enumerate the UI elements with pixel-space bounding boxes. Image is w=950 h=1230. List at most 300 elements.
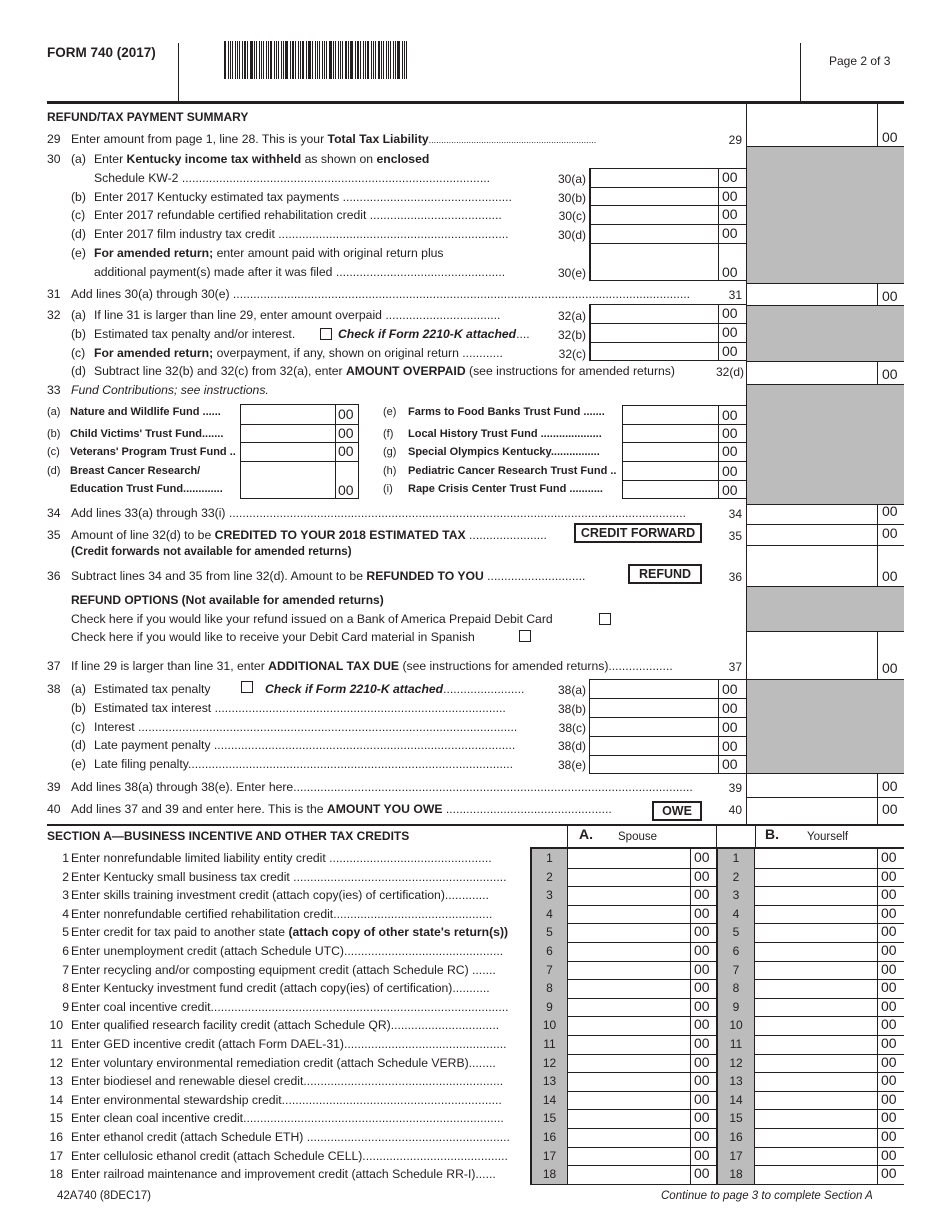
section-a-line-label xyxy=(71,870,527,884)
section-a-yourself-amount-input[interactable] xyxy=(756,943,876,960)
line-38b-cents: 00 xyxy=(722,700,738,716)
barcode-bar xyxy=(348,41,349,79)
cents-divider xyxy=(718,405,719,499)
line-34-label: Add lines 33(a) through 33(i) ....................................................................................................................................... xyxy=(71,506,686,520)
section-a-col-b-line-ref: 11 xyxy=(716,1035,755,1054)
section-a-col-b-line-ref: 5 xyxy=(716,923,755,942)
barcode-bar xyxy=(388,41,389,79)
section-a-yourself-cents: 00 xyxy=(881,961,897,977)
section-a-yourself-cents: 00 xyxy=(881,1128,897,1144)
page-indicator: Page 2 of 3 xyxy=(829,54,891,68)
section-a-line-label xyxy=(71,888,527,902)
section-a-yourself-cents: 00 xyxy=(881,1035,897,1051)
barcode-bar xyxy=(322,41,323,79)
fund-e-cents: 00 xyxy=(722,407,738,423)
section-a-spouse-cents: 00 xyxy=(694,1016,710,1032)
line-38e-label: Late filing penalty................................................................................................ xyxy=(94,757,514,771)
line-37-amount-input[interactable] xyxy=(748,633,875,677)
barcode-bar xyxy=(256,41,257,79)
section-a-spouse-amount-input[interactable] xyxy=(569,906,689,922)
section-a-spouse-cents: 00 xyxy=(694,1035,710,1051)
fund-e-amount-input[interactable] xyxy=(624,406,717,423)
refund-options-heading: REFUND OPTIONS (Not available for amended returns) xyxy=(71,593,384,607)
line-30a-ref: 30(a) xyxy=(557,172,586,186)
section-a-line-label xyxy=(71,1093,527,1107)
line-30b-label: Enter 2017 Kentucky estimated tax payments .................................................. xyxy=(94,190,512,204)
section-a-spouse-amount-input[interactable] xyxy=(569,850,689,867)
line-38e-letter: (e) xyxy=(71,757,86,771)
fund-b-amount-input[interactable] xyxy=(242,425,334,441)
shaded-area xyxy=(747,679,904,773)
barcode-bar xyxy=(333,41,334,79)
line-30b-ref: 30(b) xyxy=(557,191,586,205)
fund-d-amount-input[interactable] xyxy=(242,462,334,498)
line-31-amount-input[interactable] xyxy=(748,285,875,303)
line-29-number: 29 xyxy=(47,132,61,146)
fund-f-label: Local History Trust Fund .................... xyxy=(408,428,602,440)
line-30-number: 30 xyxy=(47,152,61,166)
text: Amount of line 32(d) to be xyxy=(71,528,215,542)
fund-c-amount-input[interactable] xyxy=(242,443,334,460)
line-29-cents: 00 xyxy=(882,129,898,145)
fund-h-letter: (h) xyxy=(383,465,397,477)
barcode xyxy=(224,41,436,79)
section-a-yourself-amount-input[interactable] xyxy=(756,887,876,904)
line-37-cents: 00 xyxy=(882,660,898,676)
section-a-col-b-line-ref: 6 xyxy=(716,942,755,961)
barcode-bar xyxy=(367,41,369,79)
col-b-letter: B. xyxy=(765,826,779,842)
cents-divider xyxy=(877,631,878,679)
barcode-bar xyxy=(373,41,374,79)
barcode-bar xyxy=(259,41,260,79)
barcode-bar xyxy=(244,41,246,79)
section-a-yourself-cents: 00 xyxy=(881,1054,897,1070)
text: (see instructions for amended returns) xyxy=(465,364,675,378)
line-37-number: 37 xyxy=(47,659,61,673)
section-a-col-a-line-ref: 8 xyxy=(530,979,568,998)
section-a-yourself-amount-input[interactable] xyxy=(756,962,876,978)
line-30e-label-2: additional payment(s) made after it was filed .................................................. xyxy=(94,265,506,279)
form-2210k-checkbox-32b[interactable] xyxy=(320,328,332,340)
barcode-bar xyxy=(276,41,277,79)
section-a-spouse-amount-input[interactable] xyxy=(569,1129,689,1146)
line-32c-label xyxy=(94,346,503,360)
section-a-col-a-line-ref: 13 xyxy=(530,1072,568,1091)
fund-e-label: Farms to Food Banks Trust Fund ....... xyxy=(408,406,605,418)
section-a-spouse-amount-input[interactable] xyxy=(569,1036,689,1053)
fund-c-letter: (c) xyxy=(47,446,60,458)
leader-dots: ....................... xyxy=(465,528,547,542)
line-34-cents: 00 xyxy=(882,503,898,519)
line-39-number: 39 xyxy=(47,780,61,794)
section-a-col-a-line-ref: 7 xyxy=(530,961,568,979)
line-30a-letter: (a) xyxy=(71,152,86,166)
fund-i-label: Rape Crisis Center Trust Fund ........... xyxy=(408,483,603,495)
text: Enter unemployment credit (attach Schedule UTC)............................................... xyxy=(71,944,504,958)
barcode-bar xyxy=(365,41,366,79)
line-38d-cents: 00 xyxy=(722,738,738,754)
barcode-bar xyxy=(302,41,304,79)
line-38e-ref: 38(e) xyxy=(557,758,586,772)
shaded-area xyxy=(747,384,904,504)
line-39-amount-input[interactable] xyxy=(748,775,875,795)
fund-d-cents: 00 xyxy=(338,482,354,498)
section-a-col-b-line-ref: 9 xyxy=(716,998,755,1016)
fund-g-label: Special Olympics Kentucky................ xyxy=(408,446,600,458)
section-a-yourself-amount-input[interactable] xyxy=(756,1092,876,1108)
rule xyxy=(530,1184,904,1185)
continue-note: Continue to page 3 to complete Section A xyxy=(661,1190,873,1202)
text: Enter skills training investment credit (attach copy(ies) of certification)............. xyxy=(71,888,489,902)
text: Enter Kentucky investment fund credit (attach copy(ies) of certification)........... xyxy=(71,981,490,995)
line-32b-letter: (b) xyxy=(71,327,86,341)
section-a-col-a-line-ref: 10 xyxy=(530,1016,568,1035)
barcode-bar xyxy=(397,41,400,79)
section-a-line-label xyxy=(71,1000,527,1014)
owe-tag: OWE xyxy=(652,801,702,821)
line-32d-letter: (d) xyxy=(71,364,86,378)
barcode-bar xyxy=(230,41,231,79)
line-30e-letter: (e) xyxy=(71,246,86,260)
line-39-ref: 39 xyxy=(728,781,742,795)
line-40-ref: 40 xyxy=(728,803,742,817)
spanish-material-checkbox[interactable] xyxy=(519,630,531,642)
line-32d-ref: 32(d) xyxy=(715,365,744,379)
section-a-spouse-amount-input[interactable] xyxy=(569,887,689,904)
line-32-number: 32 xyxy=(47,308,61,322)
fund-g-amount-input[interactable] xyxy=(624,443,717,460)
line-38b-letter: (b) xyxy=(71,701,86,715)
line-32d-label xyxy=(94,364,675,378)
leader-dots: ........................ xyxy=(443,682,525,696)
section-a-line-label xyxy=(71,1149,527,1163)
barcode-bar xyxy=(247,41,248,79)
section-a-line-label xyxy=(71,963,527,977)
line-31-cents: 00 xyxy=(882,288,898,304)
fund-d-label: Breast Cancer Research/ xyxy=(70,465,201,477)
fund-e-letter: (e) xyxy=(383,406,397,418)
line-30e-label xyxy=(94,246,444,260)
section-a-spouse-cents: 00 xyxy=(694,1072,710,1088)
line-36-amount-input[interactable] xyxy=(748,547,875,584)
line-38c-label: Interest ................................................................................................................ xyxy=(94,720,518,734)
line-30d-cents: 00 xyxy=(722,225,738,241)
barcode-bar xyxy=(228,41,229,79)
section-a-heading: SECTION A—BUSINESS INCENTIVE AND OTHER TAX CREDITS xyxy=(47,829,410,843)
section-a-col-a-line-ref: 18 xyxy=(530,1165,568,1184)
form-2210k-checkbox-38a[interactable] xyxy=(241,681,253,693)
line-30d-letter: (d) xyxy=(71,227,86,241)
section-a-line-label xyxy=(71,1018,527,1032)
fund-b-letter: (b) xyxy=(47,428,61,440)
shaded-area xyxy=(747,305,904,361)
line-33-number: 33 xyxy=(47,383,61,397)
text: Enter clean coal incentive credit............................................................................. xyxy=(71,1111,504,1125)
section-a-line-number: 11 xyxy=(50,1037,63,1051)
section-a-yourself-amount-input[interactable] xyxy=(756,1055,876,1071)
barcode-bar xyxy=(342,41,343,79)
line-38c-cents: 00 xyxy=(722,719,738,735)
line-38d-letter: (d) xyxy=(71,738,86,752)
line-38a-check-label xyxy=(265,682,524,696)
section-a-line-label xyxy=(71,1074,527,1088)
section-a-col-b-line-ref: 2 xyxy=(716,868,755,886)
rule xyxy=(746,679,904,680)
fund-h-amount-input[interactable] xyxy=(624,462,717,479)
text: Subtract line 32(b) and 32(c) from 32(a), enter xyxy=(94,364,346,378)
line-31-ref: 31 xyxy=(728,288,742,302)
text: AMOUNT YOU OWE xyxy=(326,802,443,816)
section-a-col-b-line-ref: 13 xyxy=(716,1072,755,1091)
section-a-spouse-amount-input[interactable] xyxy=(569,924,689,941)
section-a-spouse-amount-input[interactable] xyxy=(569,1110,689,1127)
fund-d-label-2: Education Trust Fund............. xyxy=(70,483,223,495)
fund-a-letter: (a) xyxy=(47,406,61,418)
line-30c-amount-input[interactable] xyxy=(592,206,717,223)
line-39-label: Add lines 38(a) through 38(e). Enter here...................................................................................................................... xyxy=(71,780,693,794)
barcode-bar xyxy=(290,41,291,79)
barcode-bar xyxy=(270,41,272,79)
refund-option-prepaid-card-label: Check here if you would like your refund issued on a Bank of America Prepaid Debit Card xyxy=(71,612,553,626)
fund-a-cents: 00 xyxy=(338,406,354,422)
line-35-amount-input[interactable] xyxy=(748,526,875,543)
fund-a-amount-input[interactable] xyxy=(242,405,334,423)
section-a-col-a-line-ref: 16 xyxy=(530,1128,568,1147)
barcode-bar xyxy=(390,41,391,79)
line-38d-amount-input[interactable] xyxy=(591,737,717,754)
section-a-spouse-cents: 00 xyxy=(694,1165,710,1181)
line-34-amount-input[interactable] xyxy=(748,506,875,522)
line-40-label xyxy=(71,802,612,816)
section-a-spouse-amount-input[interactable] xyxy=(569,869,689,885)
refund-option-spanish-label: Check here if you would like to receive your Debit Card material in Spanish xyxy=(71,630,475,644)
rule xyxy=(746,773,904,774)
section-a-col-a-line-ref: 11 xyxy=(530,1035,568,1054)
barcode-bar xyxy=(308,41,311,79)
section-a-spouse-cents: 00 xyxy=(694,1091,710,1107)
line-34-number: 34 xyxy=(47,506,61,520)
section-a-yourself-amount-input[interactable] xyxy=(756,999,876,1015)
text: Check if Form 2210-K attached xyxy=(265,682,444,696)
section-a-spouse-amount-input[interactable] xyxy=(569,1092,689,1108)
barcode-bar xyxy=(312,41,313,79)
barcode-bar xyxy=(224,41,226,79)
cents-divider xyxy=(877,361,878,384)
col-a-label: Spouse xyxy=(618,831,658,843)
section-a-yourself-amount-input[interactable] xyxy=(756,850,876,867)
barcode-bar xyxy=(329,41,332,79)
fund-f-letter: (f) xyxy=(383,428,394,440)
section-a-spouse-amount-input[interactable] xyxy=(569,1055,689,1071)
fund-a-label: Nature and Wildlife Fund ...... xyxy=(70,406,221,418)
line-40-number: 40 xyxy=(47,802,61,816)
line-30a-label xyxy=(94,152,429,166)
barcode-bar xyxy=(261,41,262,79)
line-32a-amount-input[interactable] xyxy=(592,305,717,322)
barcode-bar xyxy=(375,41,376,79)
section-a-yourself-amount-input[interactable] xyxy=(756,1110,876,1127)
line-32b-amount-input[interactable] xyxy=(592,324,717,341)
section-a-yourself-amount-input[interactable] xyxy=(756,1017,876,1034)
line-32b-label: Estimated tax penalty and/or interest. xyxy=(94,327,296,341)
barcode-bar xyxy=(250,41,253,79)
cents-divider xyxy=(877,504,878,586)
section-a-yourself-cents: 00 xyxy=(881,1016,897,1032)
line-30e-ref: 30(e) xyxy=(557,266,586,280)
section-a-spouse-amount-input[interactable] xyxy=(569,1017,689,1034)
line-32c-amount-input[interactable] xyxy=(592,343,717,360)
section-a-line-number: 2 xyxy=(62,870,69,884)
leader-dots: ............................. xyxy=(483,569,586,583)
section-a-yourself-cents: 00 xyxy=(881,1165,897,1181)
barcode-bar xyxy=(406,41,407,79)
barcode-bar xyxy=(315,41,316,79)
line-30b-amount-input[interactable] xyxy=(592,188,717,204)
text: For amended return; xyxy=(94,346,214,360)
line-34-ref: 34 xyxy=(728,507,742,521)
barcode-bar xyxy=(338,41,339,79)
fund-f-amount-input[interactable] xyxy=(624,425,717,441)
text: CREDITED TO YOUR 2018 ESTIMATED TAX xyxy=(214,528,466,542)
section-a-col-a-line-ref: 1 xyxy=(530,849,568,868)
text: Enter nonrefundable limited liability entity credit ................................................ xyxy=(71,851,492,865)
section-a-spouse-amount-input[interactable] xyxy=(569,1148,689,1164)
section-a-yourself-amount-input[interactable] xyxy=(756,924,876,941)
barcode-bar xyxy=(237,41,238,79)
barcode-bar xyxy=(254,41,255,79)
line-30e-amount-input[interactable] xyxy=(592,244,717,280)
text: Enter biodiesel and renewable diesel credit........................................................... xyxy=(71,1074,504,1088)
section-a-yourself-amount-input[interactable] xyxy=(756,1073,876,1090)
section-a-spouse-cents: 00 xyxy=(694,886,710,902)
section-a-line-label xyxy=(71,907,527,921)
section-a-col-a-line-ref: 17 xyxy=(530,1147,568,1165)
section-a-col-b-line-ref: 3 xyxy=(716,886,755,905)
text: (see instructions for amended returns)................... xyxy=(399,659,673,673)
line-30c-cents: 00 xyxy=(722,206,738,222)
line-32d-amount-input[interactable] xyxy=(748,363,875,382)
line-32d-cents: 00 xyxy=(882,366,898,382)
rule xyxy=(746,545,904,546)
section-a-yourself-amount-input[interactable] xyxy=(756,869,876,885)
line-35-number: 35 xyxy=(47,528,61,542)
section-a-spouse-amount-input[interactable] xyxy=(569,980,689,997)
header-divider-right xyxy=(800,43,801,102)
leader-dots: ................................................. xyxy=(442,802,612,816)
section-a-yourself-amount-input[interactable] xyxy=(756,980,876,997)
section-a-spouse-amount-input[interactable] xyxy=(569,1073,689,1090)
barcode-bar xyxy=(306,41,307,79)
section-a-line-number: 10 xyxy=(49,1018,63,1032)
barcode-bar xyxy=(319,41,320,79)
text: enter amount paid with original return plus xyxy=(213,246,444,260)
line-29-label xyxy=(71,132,596,147)
section-a-spouse-amount-input[interactable] xyxy=(569,1166,689,1183)
prepaid-debit-card-checkbox[interactable] xyxy=(599,613,611,625)
barcode-bar xyxy=(360,41,361,79)
section-a-spouse-amount-input[interactable] xyxy=(569,962,689,978)
text: overpayment, if any, shown on original return ............ xyxy=(213,346,503,360)
section-a-spouse-cents: 00 xyxy=(694,1147,710,1163)
section-a-yourself-amount-input[interactable] xyxy=(756,906,876,922)
section-a-yourself-amount-input[interactable] xyxy=(756,1036,876,1053)
barcode-bar xyxy=(300,41,301,79)
section-a-line-label xyxy=(71,944,527,958)
cents-divider xyxy=(718,168,719,281)
section-a-col-b-line-ref: 16 xyxy=(716,1128,755,1147)
section-a-yourself-amount-input[interactable] xyxy=(756,1166,876,1183)
text: Enter environmental stewardship credit................................................................. xyxy=(71,1093,502,1107)
rule xyxy=(746,524,904,525)
section-a-spouse-cents: 00 xyxy=(694,905,710,921)
section-a-spouse-cents: 00 xyxy=(694,923,710,939)
line-30a-amount-input[interactable] xyxy=(592,169,717,186)
line-30d-amount-input[interactable] xyxy=(592,225,717,242)
line-30d-label: Enter 2017 film industry tax credit .................................................................... xyxy=(94,227,509,241)
barcode-bar xyxy=(383,41,384,79)
line-32a-label: If line 31 is larger than line 29, enter amount overpaid .................................. xyxy=(94,308,501,322)
section-a-yourself-cents: 00 xyxy=(881,923,897,939)
line-29-amount-input[interactable] xyxy=(748,106,875,144)
text: Enter xyxy=(94,152,127,166)
line-38c-amount-input[interactable] xyxy=(591,718,717,735)
section-a-yourself-amount-input[interactable] xyxy=(756,1129,876,1146)
line-30b-letter: (b) xyxy=(71,190,86,204)
line-30c-letter: (c) xyxy=(71,208,86,222)
section-a-col-b-line-ref: 10 xyxy=(716,1016,755,1035)
leader-dots: ................................................................... xyxy=(428,135,597,145)
line-32b-check-label xyxy=(338,327,530,341)
line-32a-ref: 32(a) xyxy=(557,309,586,323)
line-33-label: Fund Contributions; see instructions. xyxy=(71,383,269,397)
shaded-area xyxy=(747,146,904,283)
rule xyxy=(746,797,904,798)
fund-g-letter: (g) xyxy=(383,446,397,458)
section-a-line-number: 3 xyxy=(62,888,69,902)
form-code: 42A740 (8DEC17) xyxy=(57,1190,151,1202)
line-38a-amount-input[interactable] xyxy=(591,680,717,697)
fund-i-amount-input[interactable] xyxy=(624,481,717,498)
line-30c-ref: 30(c) xyxy=(558,209,586,223)
section-a-yourself-amount-input[interactable] xyxy=(756,1148,876,1164)
line-30a-cents: 00 xyxy=(722,169,738,185)
text: Enter nonrefundable certified rehabilitation credit............................................... xyxy=(71,907,493,921)
barcode-bar xyxy=(317,41,318,79)
fund-c-label: Veterans' Program Trust Fund .. xyxy=(70,446,236,458)
line-40-amount-input[interactable] xyxy=(748,799,875,823)
section-a-col-a-line-ref: 12 xyxy=(530,1054,568,1072)
line-37-ref: 37 xyxy=(728,660,742,674)
line-38e-amount-input[interactable] xyxy=(591,756,717,772)
line-32b-ref: 32(b) xyxy=(557,328,586,342)
section-a-col-a-line-ref: 6 xyxy=(530,942,568,961)
cents-divider xyxy=(718,304,719,361)
section-a-spouse-amount-input[interactable] xyxy=(569,943,689,960)
barcode-bar xyxy=(295,41,296,79)
section-a-line-label xyxy=(71,925,527,939)
credit-forward-tag: CREDIT FORWARD xyxy=(574,523,702,543)
section-a-line-number: 5 xyxy=(62,925,69,939)
section-a-spouse-amount-input[interactable] xyxy=(569,999,689,1015)
line-38b-amount-input[interactable] xyxy=(591,699,717,716)
line-30c-label: Enter 2017 refundable certified rehabilitation credit ....................................... xyxy=(94,208,502,222)
line-30a-label-2: Schedule KW-2 ........................................................................................... xyxy=(94,171,490,185)
line-38b-ref: 38(b) xyxy=(557,702,586,716)
cents-divider xyxy=(877,773,878,825)
col-divider xyxy=(716,826,717,847)
fund-b-label: Child Victims' Trust Fund....... xyxy=(70,428,224,440)
